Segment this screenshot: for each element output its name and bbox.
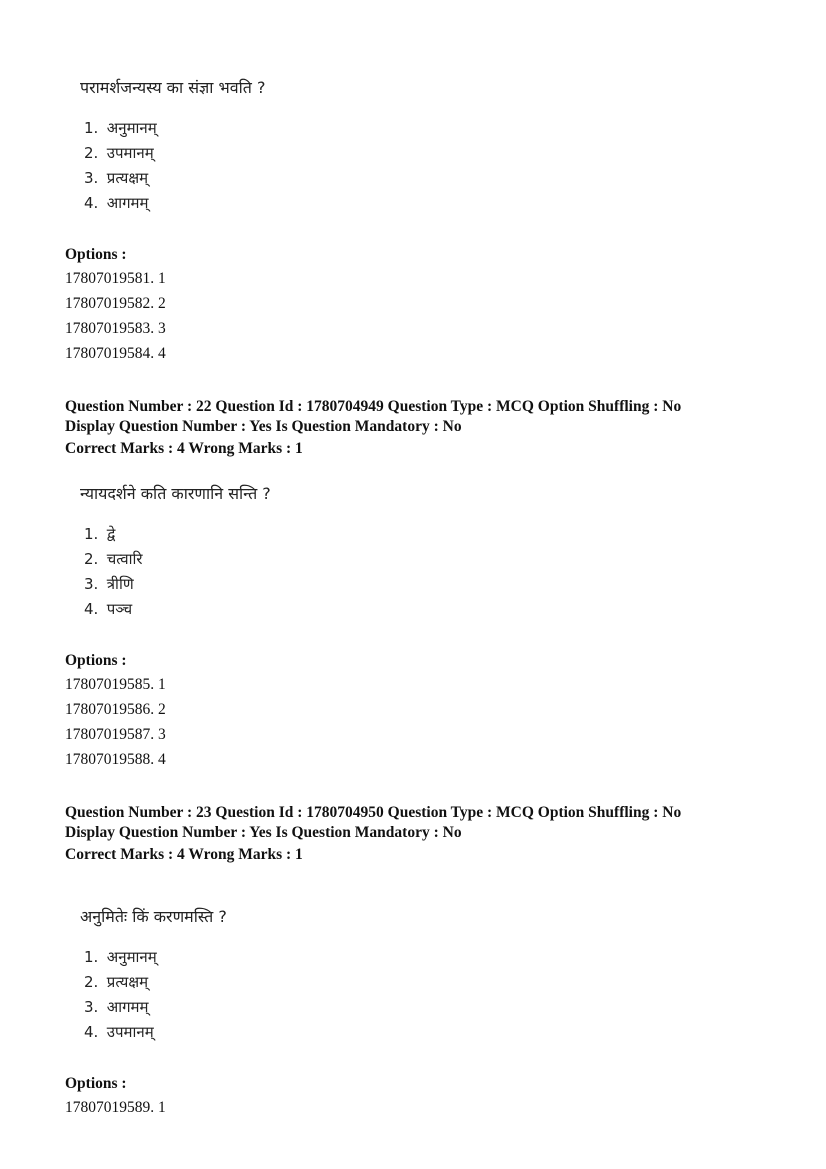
choice-number: 3.	[84, 169, 99, 187]
choice-item	[84, 143, 154, 163]
choice-number: 2.	[84, 550, 99, 568]
choice-number: 1.	[84, 525, 99, 543]
options-heading: Options :	[65, 246, 127, 263]
choice-item	[84, 1022, 154, 1042]
choice-item	[84, 168, 148, 188]
option-id: 17807019587. 3	[65, 726, 166, 743]
choice-text: आगमम्	[106, 194, 149, 212]
options-heading: Options :	[65, 652, 127, 669]
option-id: 17807019586. 2	[65, 701, 166, 718]
choice-text: उपमानम्	[106, 144, 154, 162]
choice-number: 4.	[84, 600, 99, 618]
choice-item	[84, 599, 132, 619]
choice-text: पञ्च	[106, 600, 133, 618]
choice-number: 2.	[84, 973, 99, 991]
option-id: 17807019581. 1	[65, 270, 166, 287]
choice-number: 3.	[84, 575, 99, 593]
choice-number: 1.	[84, 119, 99, 137]
choice-text: प्रत्यक्षम्	[106, 169, 149, 187]
question-text: परामर्शजन्यस्य का संज्ञा भवति ?	[80, 78, 266, 97]
question-meta-line: Question Number : 22 Question Id : 1780704949 Question Type : MCQ Option Shuffling : No	[65, 398, 682, 415]
choice-number: 4.	[84, 194, 99, 212]
choice-text: आगमम्	[106, 998, 149, 1016]
option-id: 17807019589. 1	[65, 1099, 166, 1116]
question-meta-line: Correct Marks : 4 Wrong Marks : 1	[65, 440, 303, 457]
choice-item	[84, 549, 143, 569]
choice-item	[84, 193, 149, 213]
question-meta-line: Correct Marks : 4 Wrong Marks : 1	[65, 846, 303, 863]
choice-item	[84, 972, 148, 992]
question-meta-line: Display Question Number : Yes Is Question Mandatory : No	[65, 824, 462, 841]
choice-item	[84, 997, 149, 1017]
choice-text: चत्वारि	[106, 550, 143, 568]
choice-text: उपमानम्	[106, 1023, 154, 1041]
choice-text: द्वे	[106, 525, 116, 543]
question-text: अनुमितेः किं करणमस्ति ?	[80, 907, 227, 926]
choice-text: अनुमानम्	[106, 119, 157, 137]
choice-number: 4.	[84, 1023, 99, 1041]
choice-number: 2.	[84, 144, 99, 162]
option-id: 17807019584. 4	[65, 345, 166, 362]
option-id: 17807019582. 2	[65, 295, 166, 312]
option-id: 17807019585. 1	[65, 676, 166, 693]
question-meta-line: Display Question Number : Yes Is Question Mandatory : No	[65, 418, 462, 435]
option-id: 17807019583. 3	[65, 320, 166, 337]
option-id: 17807019588. 4	[65, 751, 166, 768]
question-meta-line: Question Number : 23 Question Id : 1780704950 Question Type : MCQ Option Shuffling : No	[65, 804, 682, 821]
choice-item	[84, 947, 157, 967]
choice-text: त्रीणि	[106, 575, 134, 593]
choice-number: 1.	[84, 948, 99, 966]
choice-item	[84, 574, 134, 594]
options-heading: Options :	[65, 1075, 127, 1092]
question-text: न्यायदर्शने कति कारणानि सन्ति ?	[80, 484, 271, 503]
choice-text: प्रत्यक्षम्	[106, 973, 149, 991]
choice-item	[84, 118, 157, 138]
choice-number: 3.	[84, 998, 99, 1016]
choice-item	[84, 524, 115, 544]
choice-text: अनुमानम्	[106, 948, 157, 966]
